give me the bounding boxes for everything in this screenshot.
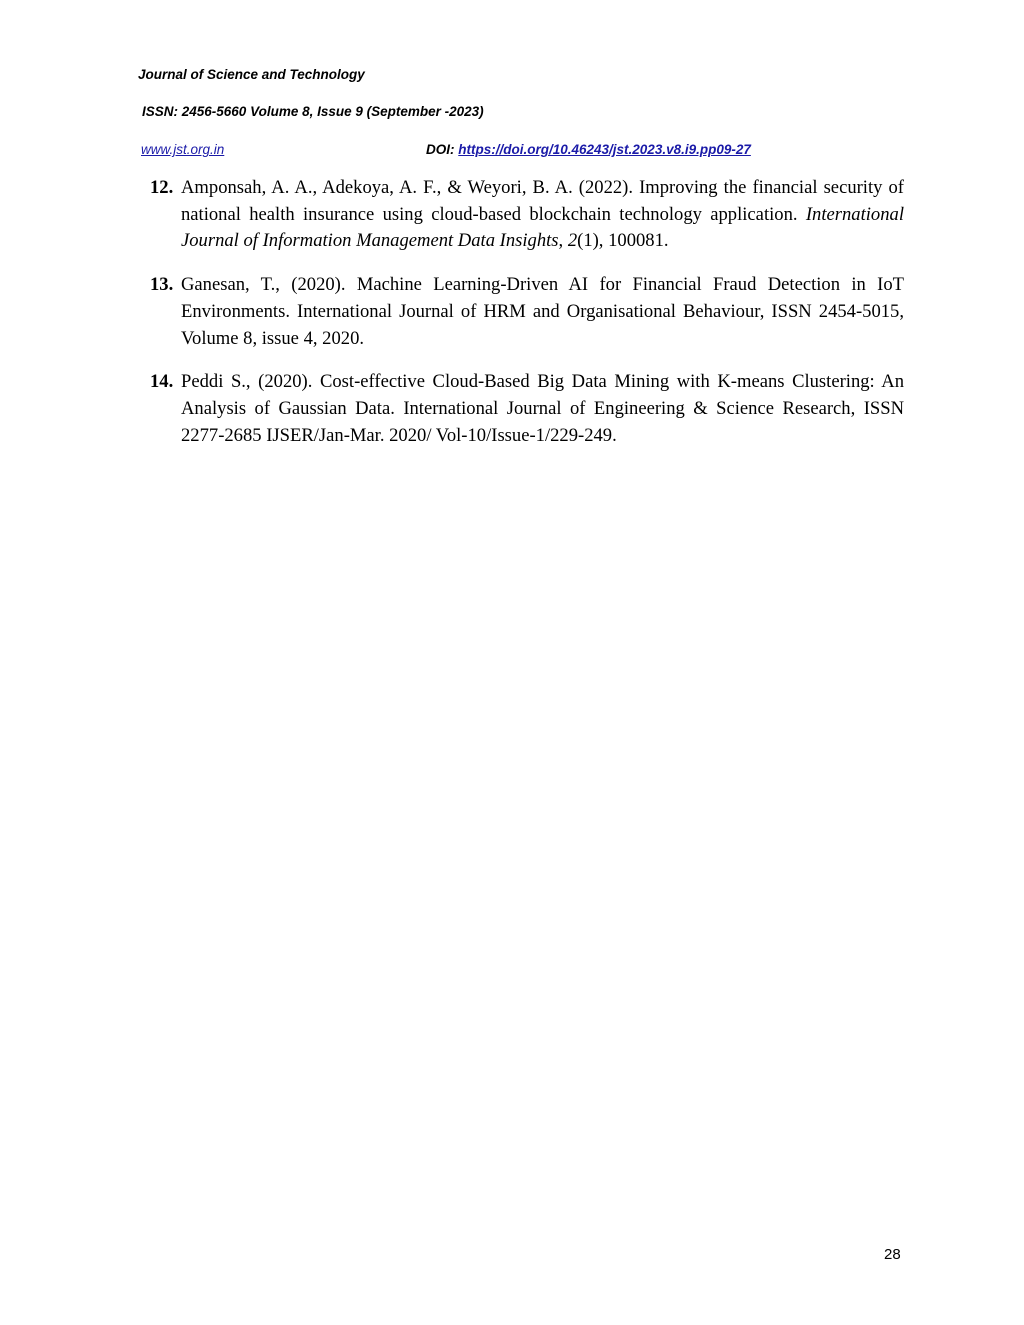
journal-title: Journal of Science and Technology	[138, 67, 365, 82]
reference-text: Ganesan, T., (2020). Machine Learning-Driven AI for Financial Fraud Detection in IoT Environments. International Journal of HRM and Organisational Behaviour, ISSN 2454-5015, Volume 8, issue 4, 2020.	[181, 274, 904, 349]
reference-number: 12.	[150, 177, 174, 198]
doi-link[interactable]: https://doi.org/10.46243/jst.2023.v8.i9.pp09-27	[458, 142, 751, 157]
reference-text: Amponsah, A. A., Adekoya, A. F., & Weyori, B. A. (2022). Improving the financial security of national health insurance using cloud-based blockchain technology application. International Journal of Information Management Data Insights, 2(1), 100081.	[181, 177, 904, 252]
reference-item	[150, 272, 904, 352]
page-number: 28	[884, 1246, 901, 1263]
reference-number: 14.	[150, 371, 174, 393]
reference-item	[150, 175, 904, 255]
reference-list	[150, 175, 904, 466]
issn-volume-line: ISSN: 2456-5660 Volume 8, Issue 9 (September -2023)	[142, 104, 484, 119]
reference-number: 13.	[150, 274, 174, 296]
doi-line	[426, 141, 751, 159]
reference-text: Peddi S., (2020). Cost-effective Cloud-Based Big Data Mining with K-means Clustering: An Analysis of Gaussian Data. International Journal of Engineering & Science Research, ISSN 2277-2685 IJSER/Jan-Mar. 2020/ Vol-10/Issue-1/229-249.	[181, 371, 904, 446]
doi-label: DOI:	[426, 142, 459, 157]
reference-item	[150, 369, 904, 449]
journal-website-link[interactable]: www.jst.org.in	[141, 142, 225, 157]
